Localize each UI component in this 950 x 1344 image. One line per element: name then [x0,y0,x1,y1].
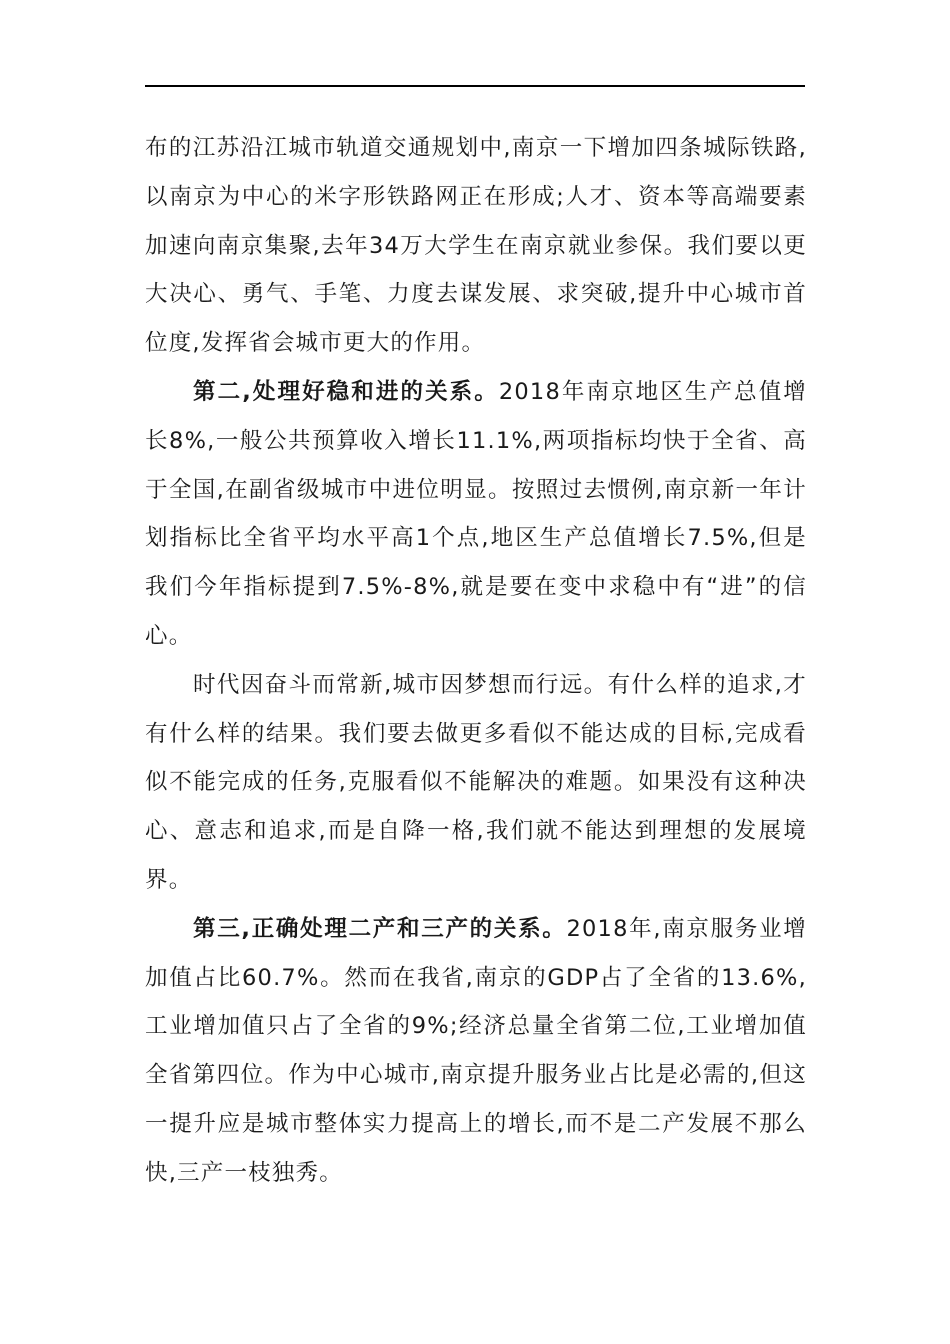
paragraph-text: 2018年南京地区生产总值增长8%,一般公共预算收入增长11.1%,两项指标均快于全省、高于全国,在副省级城市中进位明显。按照过去惯例,南京新一年计划指标比全省平均水平高1个点,地区生产总值增长7.5%,但是我们今年指标提到7.5%-8%,就是要在变中求稳中有“进”的信心。 [145,378,808,649]
header-rule [145,85,805,87]
document-body [145,124,807,1198]
paragraph-lead-heading: 第二,处理好稳和进的关系。 [193,378,499,405]
paragraph-text: 时代因奋斗而常新,城市因梦想而行远。有什么样的追求,才有什么样的结果。我们要去做更多看似不能达成的目标,完成看似不能完成的任务,克服看似不能解决的难题。如果没有这种决心、意志和追求,而是自降一格,我们就不能达到理想的发展境界。 [145,671,807,893]
paragraph-second-point [145,368,807,661]
paragraph-text: 布的江苏沿江城市轨道交通规划中,南京一下增加四条城际铁路,以南京为中心的米字形铁路网正在形成;人才、资本等高端要素加速向南京集聚,去年34万大学生在南京就业参保。我们要以更大决心、勇气、手笔、力度去谋发展、求突破,提升中心城市首位度,发挥省会城市更大的作用。 [145,135,807,357]
paragraph-era [145,661,807,905]
paragraph-continued [145,124,807,368]
paragraph-text: 2018年,南京服务业增加值占比60.7%。然而在我省,南京的GDP占了全省的13.6%,工业增加值只占了全省的9%;经济总量全省第二位,工业增加值全省第四位。作为中心城市,南京提升服务业占比是必需的,但这一提升应是城市整体实力提高上的增长,而不是二产发展不那么快,三产一枝独秀。 [145,915,807,1186]
paragraph-third-point [145,905,807,1198]
paragraph-lead-heading: 第三,正确处理二产和三产的关系。 [193,915,567,942]
